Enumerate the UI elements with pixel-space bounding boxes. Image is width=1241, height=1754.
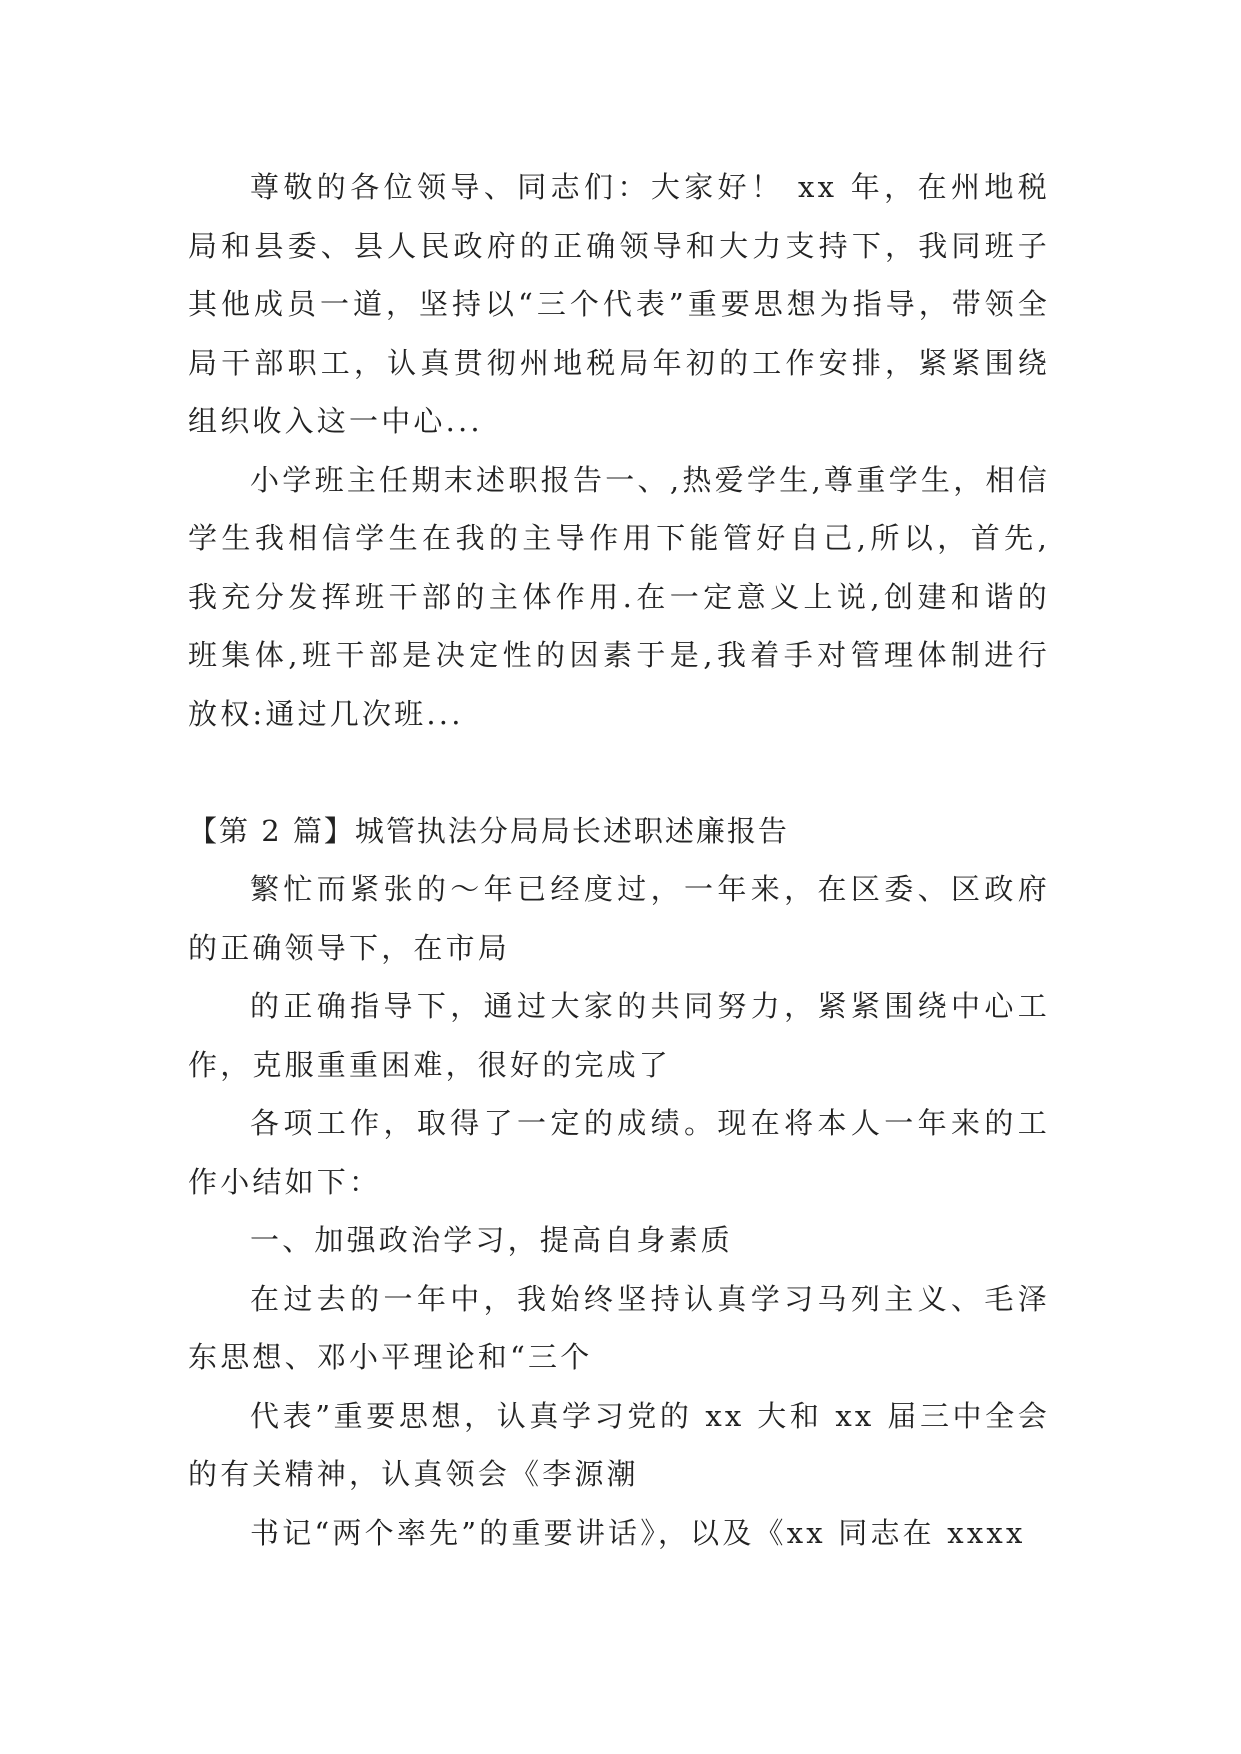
section-spacer: [188, 743, 1050, 802]
section-heading: 【第 2 篇】城管执法分局局长述职述廉报告: [188, 813, 789, 848]
document-body: [188, 158, 1050, 1562]
subheading-political-study: 一、加强政治学习，提高自身素质: [250, 1223, 734, 1257]
paragraph-intro: 繁忙而紧张的～年已经度过，一年来，在区委、区政府的正确领导下，在市局: [188, 872, 1050, 965]
paragraph-three-represents: 代表”重要思想，认真学习党的 xx 大和 xx 届三中全会的有关精神，认真领会《李源潮: [188, 1398, 1050, 1491]
paragraph-summary: 各项工作，取得了一定的成绩。现在将本人一年来的工作小结如下：: [188, 1106, 1050, 1199]
paragraph-speech: 书记“两个率先”的重要讲话》，以及《xx 同志在 xxxx: [250, 1515, 1026, 1550]
paragraph-guidance: 的正确指导下，通过大家的共同努力，紧紧围绕中心工作，克服重重困难，很好的完成了: [188, 989, 1050, 1082]
paragraph-greeting: 尊敬的各位领导、同志们：大家好！ xx 年，在州地税局和县委、县人民政府的正确领导和大力支持下，我同班子其他成员一道，坚持以“三个代表”重要思想为指导，带领全局干部职工，认真贯彻州地税局年初的工作安排，紧紧围绕组织收入这一中心...: [188, 170, 1050, 438]
paragraph-class-teacher-report: 小学班主任期末述职报告一、,热爱学生,尊重学生，相信学生我相信学生在我的主导作用下能管好自己,所以，首先,我充分发挥班干部的主体作用.在一定意义上说,创建和谐的班集体,班干部是决定性的因素于是,我着手对管理体制进行放权:通过几次班...: [188, 462, 1050, 731]
paragraph-study: 在过去的一年中，我始终坚持认真学习马列主义、毛泽东思想、邓小平理论和“三个: [188, 1281, 1050, 1374]
